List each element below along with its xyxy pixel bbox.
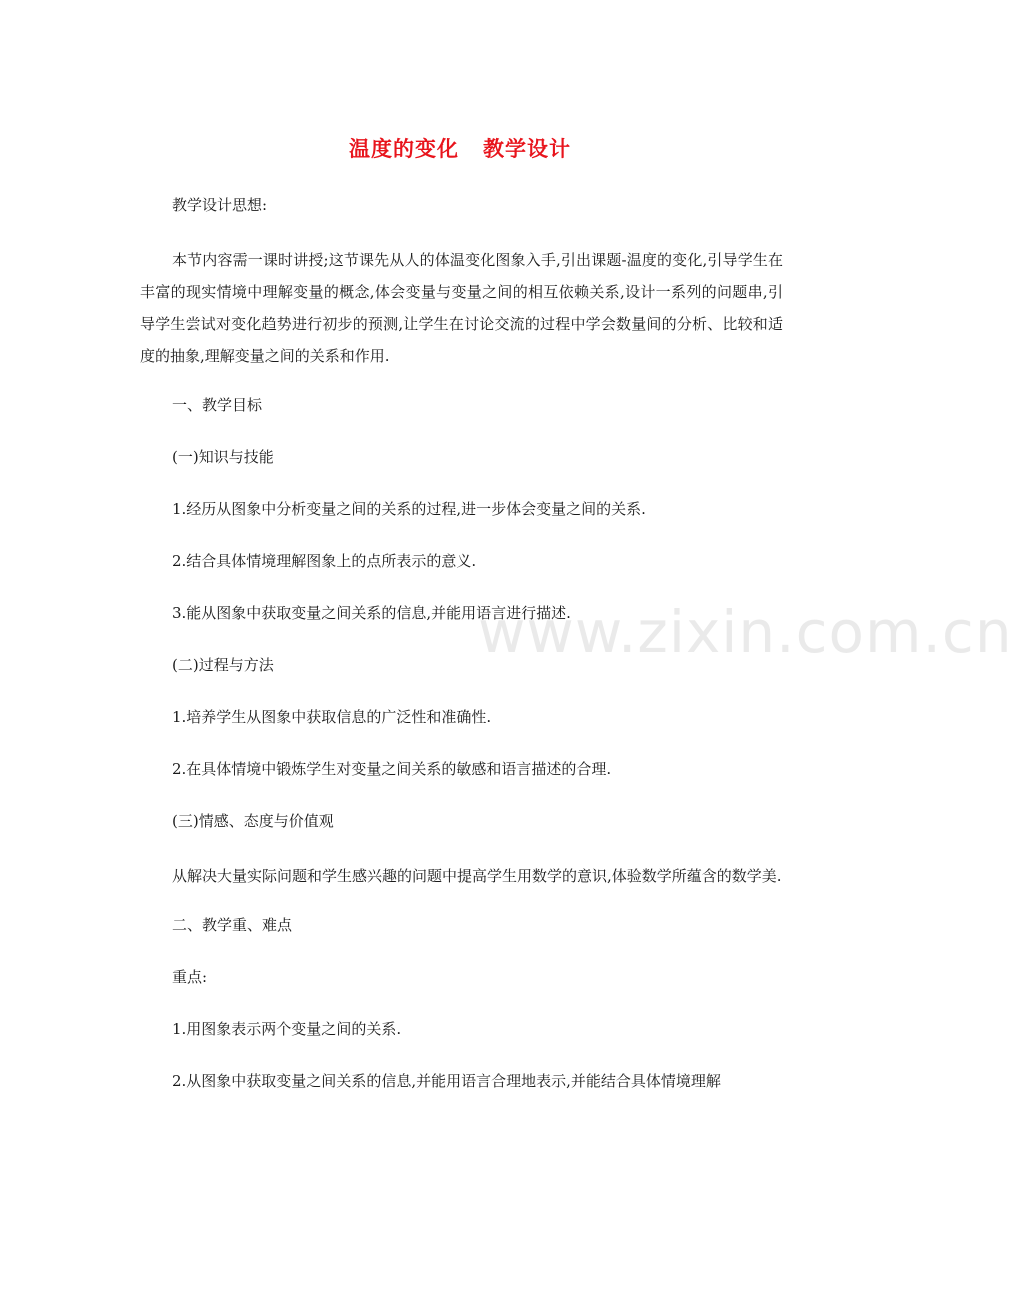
heading-teaching-goals: 一、教学目标 bbox=[172, 396, 263, 414]
title-main: 温度的变化 bbox=[349, 136, 459, 161]
list-item: 3.能从图象中获取变量之间关系的信息,并能用语言进行描述. bbox=[172, 604, 571, 622]
paragraph-design-thinking-heading: 教学设计思想: bbox=[172, 196, 268, 214]
list-item: 1.培养学生从图象中获取信息的广泛性和准确性. bbox=[172, 708, 492, 726]
list-item: 2.结合具体情境理解图象上的点所表示的意义. bbox=[172, 552, 477, 570]
list-item: 1.经历从图象中分析变量之间的关系的过程,进一步体会变量之间的关系. bbox=[172, 500, 646, 518]
list-item: 2.在具体情境中锻炼学生对变量之间关系的敏感和语言描述的合理. bbox=[172, 760, 612, 778]
heading-key-difficult-points: 二、教学重、难点 bbox=[172, 916, 293, 934]
title-sub: 教学设计 bbox=[483, 136, 571, 161]
list-item: 1.用图象表示两个变量之间的关系. bbox=[172, 1020, 402, 1038]
subheading-emotion-values: (三)情感、态度与价值观 bbox=[172, 812, 334, 830]
subheading-key-points: 重点: bbox=[172, 968, 208, 986]
watermark: www.zixin.com.cn bbox=[478, 598, 1013, 666]
paragraph-emotion-values: 从解决大量实际问题和学生感兴趣的问题中提高学生用数学的意识,体验数学所蕴含的数学美. bbox=[172, 867, 782, 885]
paragraph-design-thinking: 本节内容需一课时讲授;这节课先从人的体温变化图象入手,引出课题-温度的变化,引导学生在丰富的现实情境中理解变量的概念,体会变量与变量之间的相互依赖关系,设计一系列的问题串,引导学生尝试对变化趋势进行初步的预测,让学生在讨论交流的过程中学会数量间的分析、比较和适度的抽象,理解变量之间的关系和作用. bbox=[140, 251, 783, 365]
document-title bbox=[0, 133, 920, 163]
subheading-knowledge-skills: (一)知识与技能 bbox=[172, 448, 274, 466]
subheading-process-methods: (二)过程与方法 bbox=[172, 656, 274, 674]
document-body bbox=[140, 192, 783, 1094]
list-item: 2.从图象中获取变量之间关系的信息,并能用语言合理地表示,并能结合具体情境理解 bbox=[172, 1072, 721, 1090]
